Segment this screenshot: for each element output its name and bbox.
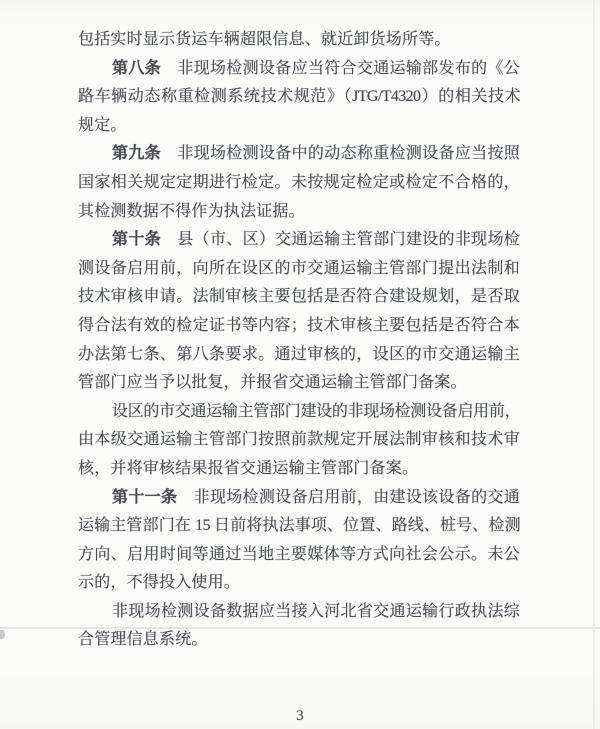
document-body <box>78 26 520 655</box>
text-segment: 非现场检测设备应当符合交通运输部发布的《公 <box>160 59 520 77</box>
text-segment: 测设备启用前，向所在设区的市交通运输主管部门提出法制和 <box>78 259 520 277</box>
text-line <box>78 26 520 55</box>
article-heading: 第九条 <box>112 145 161 163</box>
text-line <box>78 226 520 255</box>
text-segment: 管部门应当予以批复，并报省交通运输主管部门备案。 <box>78 374 467 392</box>
text-segment: 技术审核申请。法制审核主要包括是否符合建设规划，是否取 <box>78 288 520 306</box>
page-number: 3 <box>296 708 304 724</box>
text-line <box>78 426 520 455</box>
text-line <box>78 112 520 141</box>
text-segment: 得合法有效的检定证书等内容；技术审核主要包括是否符合本 <box>78 316 520 334</box>
text-segment: 非现场检测设备启用前，由建设该设备的交通 <box>177 488 521 506</box>
text-line <box>78 598 520 627</box>
text-segment: 非现场检测设备中的动态称重检测设备应当按照 <box>160 145 520 163</box>
text-segment: 由本级交通运输主管部门按照前款规定开展法制审核和技术审 <box>78 431 520 449</box>
text-line <box>78 198 520 227</box>
text-line <box>78 283 520 312</box>
text-line <box>78 398 520 427</box>
text-line <box>78 626 520 655</box>
text-segment: 其检测数据不得作为执法证据。 <box>78 202 305 220</box>
text-segment: 方向、启用时间等通过当地主要媒体等方式向社会公示。未公 <box>78 545 520 563</box>
text-segment: 办法第七条、第八条要求。通过审核的，设区的市交通运输主 <box>78 345 520 363</box>
text-segment: 设区的市交通运输主管部门建设的非现场检测设备启用前， <box>112 402 520 420</box>
text-segment: 路车辆动态称重检测系统技术规范》（JTG/T4320）的相关技术 <box>78 88 520 106</box>
text-line <box>78 569 520 598</box>
text-line <box>78 312 520 341</box>
scan-line-artifact <box>0 627 600 629</box>
text-line <box>78 341 520 370</box>
article-heading: 第八条 <box>112 59 161 77</box>
text-segment: 国家相关规定定期进行检定。未按规定检定或检定不合格的， <box>78 173 520 191</box>
text-line <box>78 255 520 284</box>
scan-speck-artifact <box>0 630 5 639</box>
article-heading: 第十一条 <box>112 488 178 506</box>
page-edge-line <box>593 0 595 729</box>
text-line <box>78 83 520 112</box>
text-line <box>78 140 520 169</box>
text-line <box>78 55 520 84</box>
text-line <box>78 369 520 398</box>
text-segment: 规定。 <box>78 116 127 134</box>
text-segment: 包括实时显示货运车辆超限信息、就近卸货场所等。 <box>78 31 451 48</box>
text-segment: 运输主管部门在 15 日前将执法事项、位置、路线、桩号、检测 <box>78 517 520 535</box>
text-segment: 非现场检测设备数据应当接入河北省交通运输行政执法综 <box>112 602 520 620</box>
text-segment: 核，并将审核结果报省交通运输主管部门备案。 <box>78 459 419 477</box>
text-line <box>78 541 520 570</box>
text-line <box>78 169 520 198</box>
text-segment: 示的，不得投入使用。 <box>78 574 241 592</box>
text-line <box>78 512 520 541</box>
text-line <box>78 484 520 513</box>
text-line <box>78 455 520 484</box>
text-segment: 合管理信息系统。 <box>78 631 208 649</box>
text-segment: 县（市、区）交通运输主管部门建设的非现场检 <box>160 231 520 249</box>
article-heading: 第十条 <box>112 231 161 249</box>
